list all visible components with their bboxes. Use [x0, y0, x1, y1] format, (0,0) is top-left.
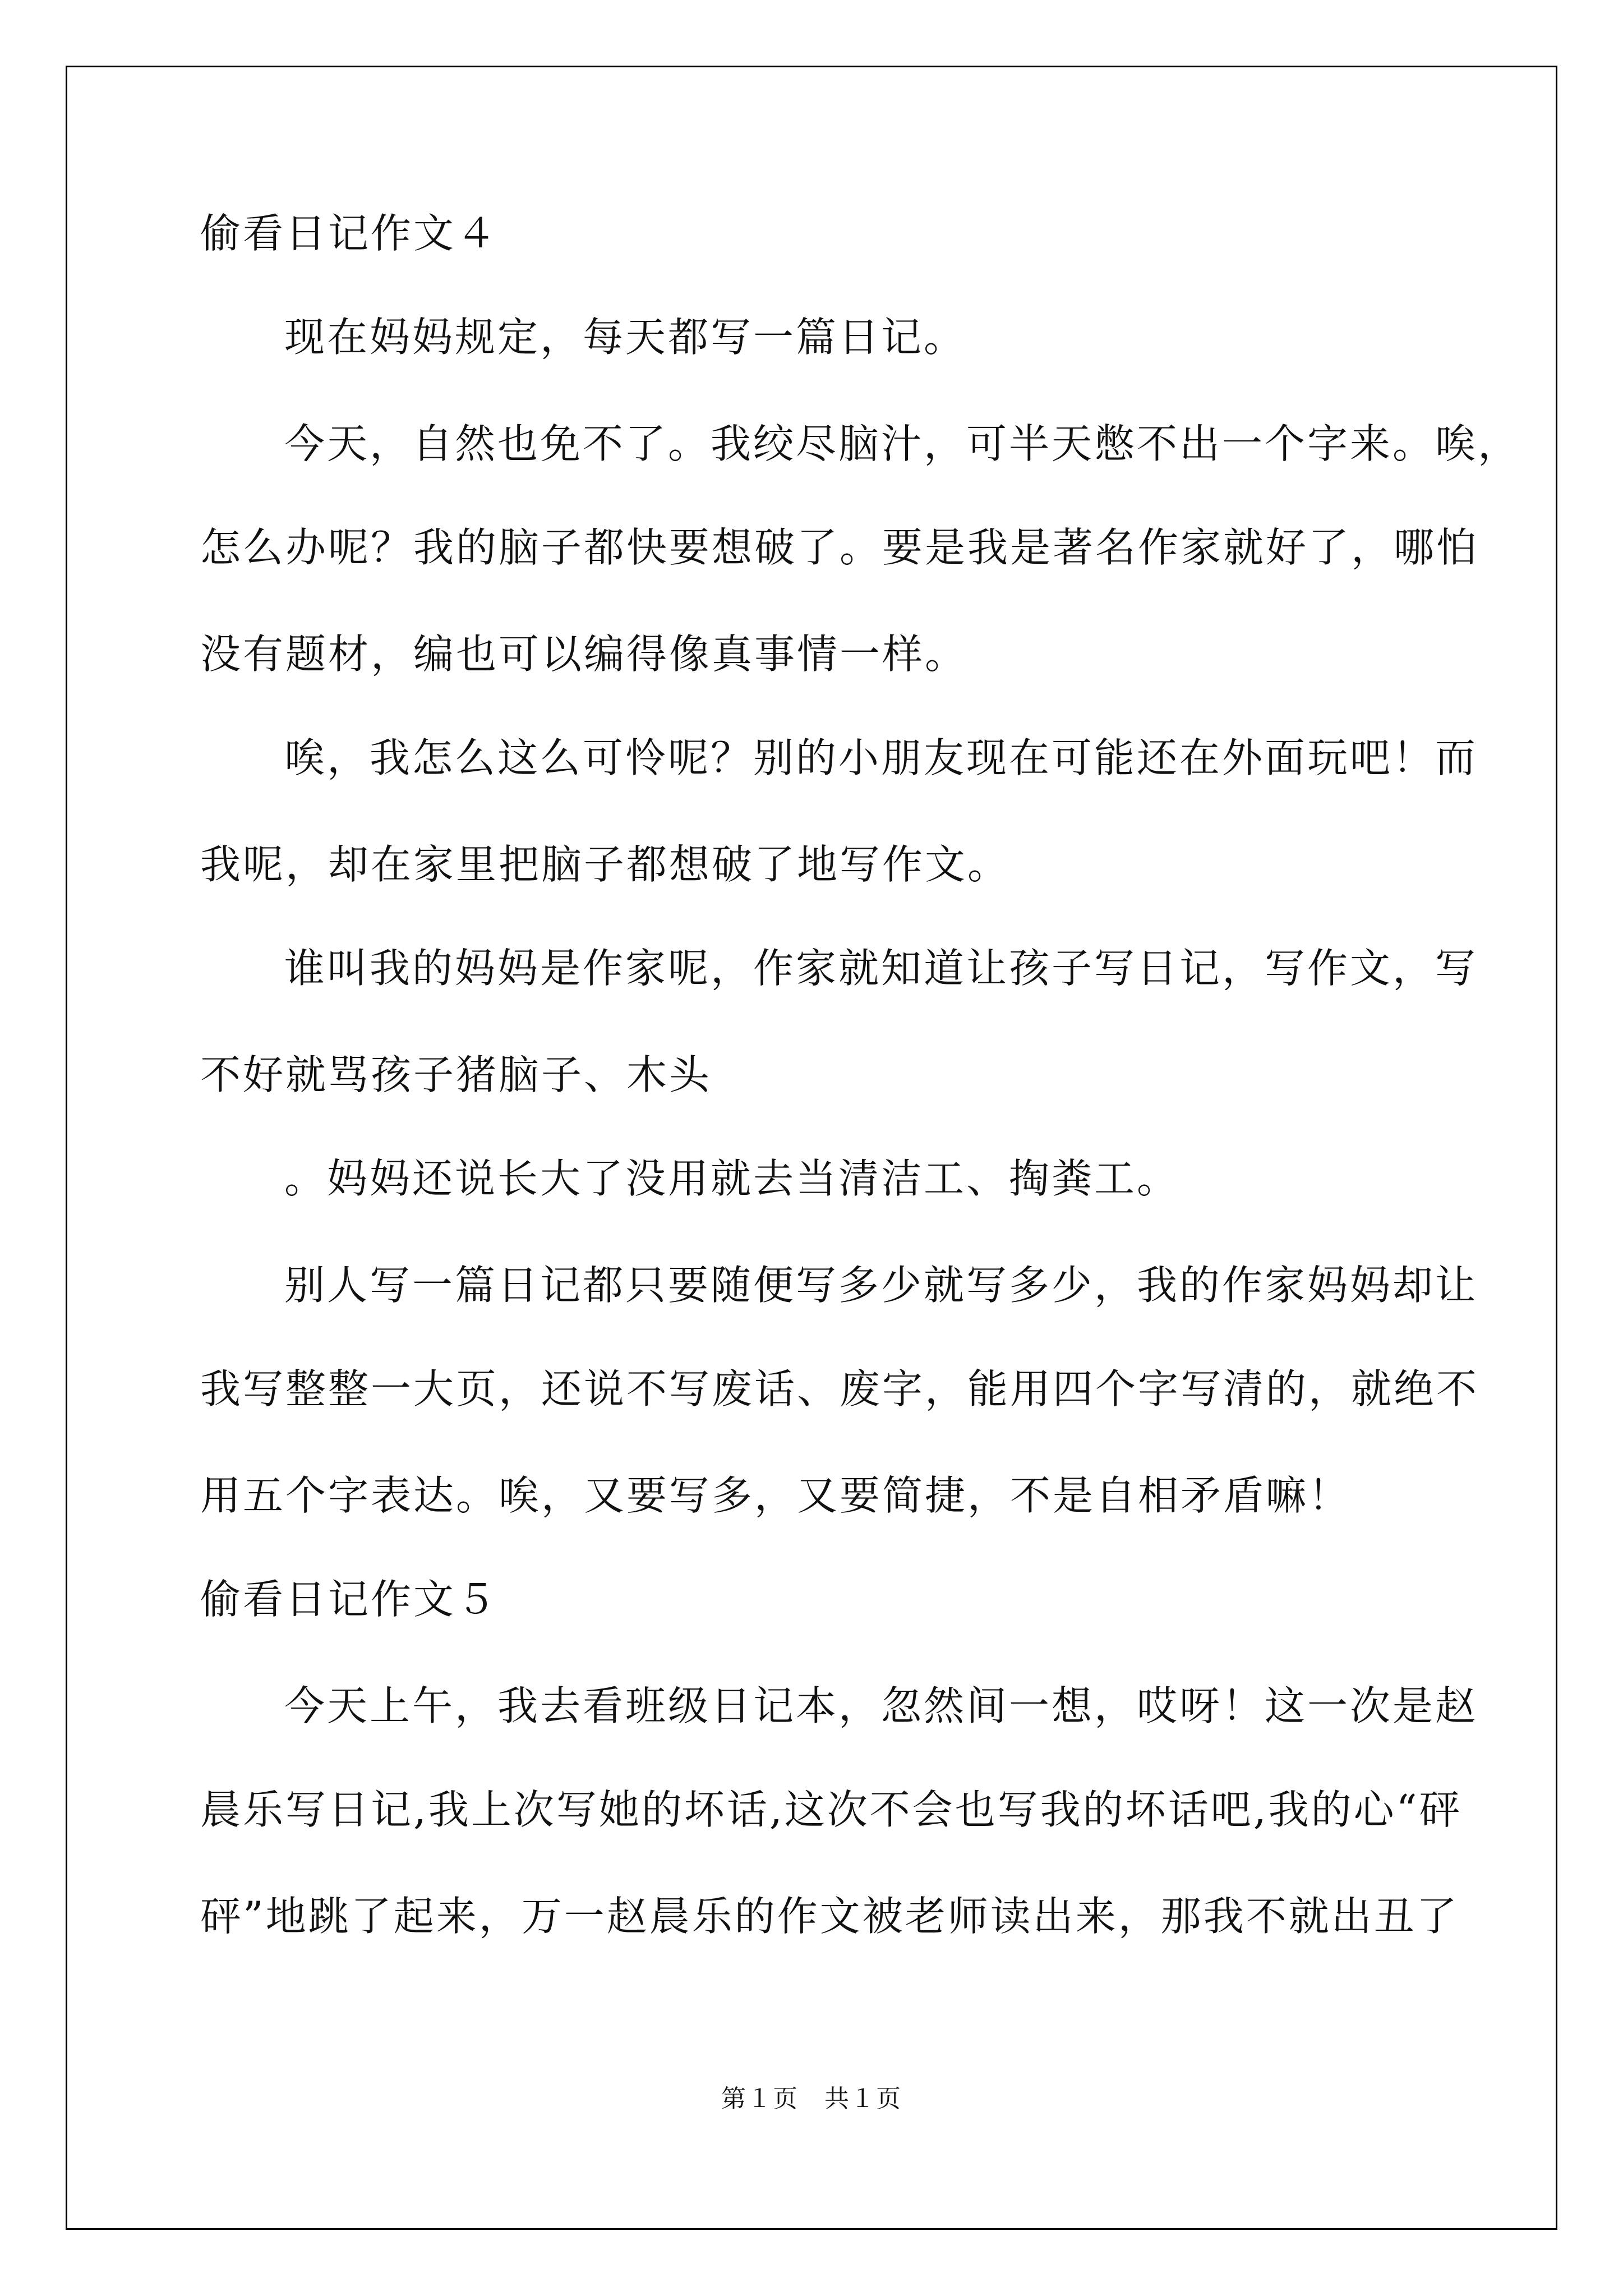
- paragraph-line: 用五个字表达。唉，又要写多，又要简捷，不是自相矛盾嘛！: [200, 1472, 1352, 1519]
- paragraph-line: 现在妈妈规定，每天都写一篇日记。: [284, 314, 967, 361]
- paragraph-line: 今天上午，我去看班级日记本，忽然间一想，哎呀！这一次是赵: [284, 1682, 1478, 1729]
- paragraph-line: 我写整整一大页，还说不写废话、废字，能用四个字写清的，就绝不: [200, 1365, 1479, 1412]
- paragraph-line: 今天，自然也免不了。我绞尽脑汁，可半天憋不出一个字来。唉，: [284, 420, 1521, 467]
- section-heading-5: 偷看日记作文５: [200, 1576, 499, 1623]
- paragraph-line: 别人写一篇日记都只要随便写多少就写多少，我的作家妈妈却让: [284, 1262, 1478, 1309]
- paragraph-line: 怎么办呢？我的脑子都快要想破了。要是我是著名作家就好了，哪怕: [200, 524, 1479, 571]
- section-heading-4: 偷看日记作文４: [200, 210, 499, 257]
- paragraph-line: 砰”地跳了起来，万一赵晨乐的作文被老师读出来，那我不就出丑了: [200, 1893, 1459, 1940]
- page-number-footer: 第１页 共１页: [721, 2085, 902, 2113]
- paragraph-line: 不好就骂孩子猪脑子、木头: [200, 1051, 712, 1098]
- paragraph-line: 晨乐写日记,我上次写她的坏话,这次不会也写我的坏话吧,我的心“砰: [200, 1786, 1462, 1833]
- paragraph-line: 我呢，却在家里把脑子都想破了地写作文。: [200, 841, 1011, 888]
- paragraph-line: 谁叫我的妈妈是作家呢，作家就知道让孩子写日记，写作文，写: [284, 945, 1478, 992]
- paragraph-line: 没有题材，编也可以编得像真事情一样。: [200, 631, 968, 678]
- paragraph-line: 。妈妈还说长大了没用就去当清洁工、掏粪工。: [284, 1155, 1180, 1202]
- paragraph-line: 唉，我怎么这么可怜呢？别的小朋友现在可能还在外面玩吧！而: [284, 734, 1478, 781]
